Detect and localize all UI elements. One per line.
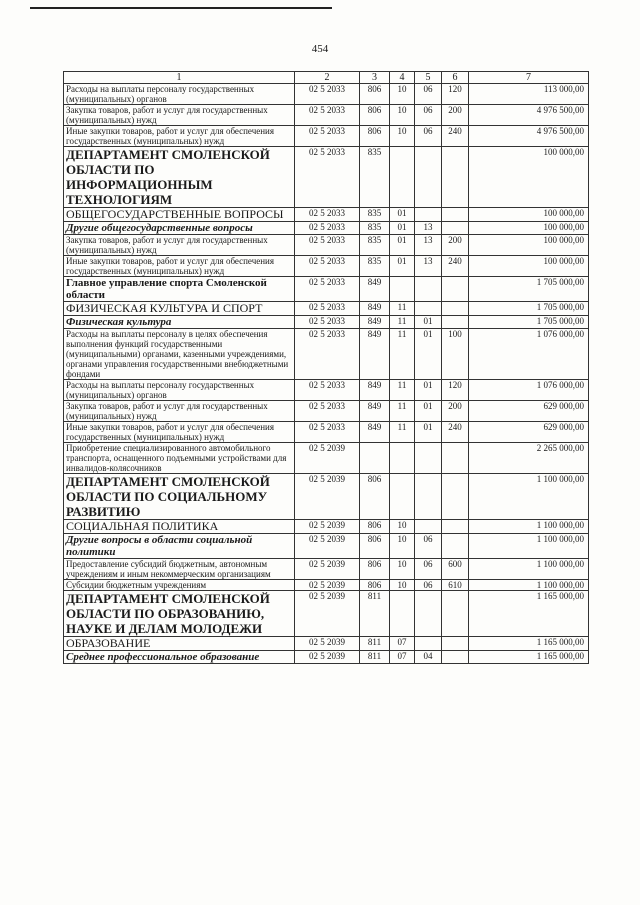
row-amount: 1 076 000,00	[469, 380, 589, 401]
row-name: Главное управление спорта Смоленской области	[64, 277, 295, 302]
row-amount: 1 100 000,00	[469, 520, 589, 534]
table-row	[64, 222, 589, 235]
row-amount: 629 000,00	[469, 401, 589, 422]
table-row	[64, 474, 589, 520]
row-code: 02 5 2039	[295, 443, 360, 474]
row-code: 02 5 2039	[295, 637, 360, 651]
row-col5: 13	[415, 256, 442, 277]
row-name: Расходы на выплаты персоналу государственных (муниципальных) органов	[64, 380, 295, 401]
row-col6	[442, 147, 469, 208]
row-col5	[415, 302, 442, 316]
row-code: 02 5 2033	[295, 256, 360, 277]
col-header-2: 2	[295, 72, 360, 84]
row-code: 02 5 2033	[295, 329, 360, 380]
row-code: 02 5 2033	[295, 316, 360, 329]
row-col4: 01	[390, 256, 415, 277]
row-col5	[415, 277, 442, 302]
table-row	[64, 651, 589, 664]
row-col6: 200	[442, 105, 469, 126]
row-col3: 806	[360, 105, 390, 126]
row-name: Закупка товаров, работ и услуг для государственных (муниципальных) нужд	[64, 401, 295, 422]
table-row	[64, 256, 589, 277]
row-code: 02 5 2039	[295, 591, 360, 637]
col-header-6: 6	[442, 72, 469, 84]
row-col3: 849	[360, 401, 390, 422]
row-col5: 06	[415, 559, 442, 580]
row-col5	[415, 520, 442, 534]
table-row	[64, 147, 589, 208]
row-col5	[415, 474, 442, 520]
row-col3: 835	[360, 235, 390, 256]
row-col4: 11	[390, 302, 415, 316]
row-code: 02 5 2033	[295, 208, 360, 222]
row-code: 02 5 2039	[295, 559, 360, 580]
row-col4: 11	[390, 422, 415, 443]
row-col5	[415, 208, 442, 222]
row-col3: 806	[360, 126, 390, 147]
row-col3: 811	[360, 651, 390, 664]
row-col3: 849	[360, 329, 390, 380]
table-row	[64, 105, 589, 126]
row-col6	[442, 302, 469, 316]
row-code: 02 5 2033	[295, 401, 360, 422]
row-col6	[442, 474, 469, 520]
row-col3: 849	[360, 302, 390, 316]
row-col3: 806	[360, 580, 390, 591]
table-row	[64, 208, 589, 222]
row-col4: 11	[390, 316, 415, 329]
row-col4	[390, 474, 415, 520]
row-col3: 811	[360, 591, 390, 637]
row-code: 02 5 2039	[295, 534, 360, 559]
row-col3: 835	[360, 208, 390, 222]
row-col6	[442, 277, 469, 302]
row-col5: 01	[415, 329, 442, 380]
row-name: ДЕПАРТАМЕНТ СМОЛЕНСКОЙ ОБЛАСТИ ПО ИНФОРМАЦИОННЫМ ТЕХНОЛОГИЯМ	[64, 147, 295, 208]
row-col6	[442, 651, 469, 664]
row-col3: 835	[360, 222, 390, 235]
row-code: 02 5 2033	[295, 126, 360, 147]
row-col6: 200	[442, 235, 469, 256]
row-col6: 240	[442, 422, 469, 443]
table-row	[64, 316, 589, 329]
row-col4	[390, 591, 415, 637]
row-name: ОБЩЕГОСУДАРСТВЕННЫЕ ВОПРОСЫ	[64, 208, 295, 222]
row-name: ДЕПАРТАМЕНТ СМОЛЕНСКОЙ ОБЛАСТИ ПО СОЦИАЛЬНОМУ РАЗВИТИЮ	[64, 474, 295, 520]
row-amount: 1 100 000,00	[469, 474, 589, 520]
row-col5: 06	[415, 84, 442, 105]
budget-table	[63, 71, 589, 664]
row-col4: 10	[390, 559, 415, 580]
row-name: Иные закупки товаров, работ и услуг для обеспечения государственных (муниципальных) нужд	[64, 256, 295, 277]
row-col4: 10	[390, 105, 415, 126]
row-col4: 01	[390, 208, 415, 222]
row-name: Закупка товаров, работ и услуг для государственных (муниципальных) нужд	[64, 105, 295, 126]
row-col5: 13	[415, 235, 442, 256]
row-col5	[415, 637, 442, 651]
table-row	[64, 520, 589, 534]
row-col3: 849	[360, 380, 390, 401]
table-row	[64, 302, 589, 316]
table-row	[64, 580, 589, 591]
row-name: СОЦИАЛЬНАЯ ПОЛИТИКА	[64, 520, 295, 534]
table-row	[64, 84, 589, 105]
row-col3	[360, 443, 390, 474]
row-amount: 1 076 000,00	[469, 329, 589, 380]
table-row	[64, 126, 589, 147]
row-amount: 629 000,00	[469, 422, 589, 443]
row-col5: 13	[415, 222, 442, 235]
row-col5: 04	[415, 651, 442, 664]
row-code: 02 5 2039	[295, 651, 360, 664]
row-col5: 01	[415, 422, 442, 443]
table-row	[64, 277, 589, 302]
row-col6	[442, 520, 469, 534]
row-col4: 10	[390, 126, 415, 147]
row-code: 02 5 2039	[295, 580, 360, 591]
row-amount: 1 100 000,00	[469, 559, 589, 580]
row-col3: 806	[360, 474, 390, 520]
table-row	[64, 591, 589, 637]
row-col6	[442, 591, 469, 637]
table-row	[64, 422, 589, 443]
row-col6	[442, 316, 469, 329]
row-col4: 01	[390, 222, 415, 235]
row-code: 02 5 2039	[295, 474, 360, 520]
row-amount: 1 705 000,00	[469, 277, 589, 302]
row-amount: 4 976 500,00	[469, 105, 589, 126]
row-code: 02 5 2033	[295, 302, 360, 316]
row-col4	[390, 277, 415, 302]
row-col6	[442, 637, 469, 651]
row-amount: 1 705 000,00	[469, 316, 589, 329]
row-amount: 100 000,00	[469, 208, 589, 222]
row-col6	[442, 443, 469, 474]
row-name: ДЕПАРТАМЕНТ СМОЛЕНСКОЙ ОБЛАСТИ ПО ОБРАЗОВАНИЮ, НАУКЕ И ДЕЛАМ МОЛОДЕЖИ	[64, 591, 295, 637]
table-row	[64, 235, 589, 256]
row-amount: 100 000,00	[469, 256, 589, 277]
table-row	[64, 637, 589, 651]
row-amount: 1 705 000,00	[469, 302, 589, 316]
table-row	[64, 401, 589, 422]
row-code: 02 5 2033	[295, 222, 360, 235]
row-col3: 849	[360, 316, 390, 329]
row-name: Расходы на выплаты персоналу в целях обеспечения выполнения функций государственными (муниципальными) органами, казенными учреждениями, органами управления государственными внебюджетными фондами	[64, 329, 295, 380]
row-amount: 100 000,00	[469, 222, 589, 235]
row-col5	[415, 147, 442, 208]
row-col3: 849	[360, 422, 390, 443]
row-amount: 113 000,00	[469, 84, 589, 105]
table-row	[64, 534, 589, 559]
page-number: 454	[311, 43, 329, 55]
row-code: 02 5 2033	[295, 235, 360, 256]
col-header-3: 3	[360, 72, 390, 84]
row-col3: 811	[360, 637, 390, 651]
row-col4: 10	[390, 534, 415, 559]
row-col4: 07	[390, 637, 415, 651]
row-amount: 100 000,00	[469, 235, 589, 256]
row-col4: 10	[390, 84, 415, 105]
row-col5	[415, 443, 442, 474]
row-name: Иные закупки товаров, работ и услуг для обеспечения государственных (муниципальных) нужд	[64, 126, 295, 147]
row-col3: 806	[360, 559, 390, 580]
row-col5: 01	[415, 401, 442, 422]
row-name: ОБРАЗОВАНИЕ	[64, 637, 295, 651]
header-row	[64, 72, 589, 84]
row-col4: 07	[390, 651, 415, 664]
row-col6: 600	[442, 559, 469, 580]
row-col3: 849	[360, 277, 390, 302]
row-col5	[415, 591, 442, 637]
table-row	[64, 329, 589, 380]
row-col4: 11	[390, 401, 415, 422]
row-col5: 06	[415, 126, 442, 147]
row-name: Закупка товаров, работ и услуг для государственных (муниципальных) нужд	[64, 235, 295, 256]
row-name: Другие общегосударственные вопросы	[64, 222, 295, 235]
row-col3: 806	[360, 84, 390, 105]
table-row	[64, 443, 589, 474]
row-name: Субсидии бюджетным учреждениям	[64, 580, 295, 591]
row-code: 02 5 2033	[295, 277, 360, 302]
row-col5: 06	[415, 105, 442, 126]
col-header-7: 7	[469, 72, 589, 84]
table-row	[64, 380, 589, 401]
row-col3: 806	[360, 520, 390, 534]
row-amount: 100 000,00	[469, 147, 589, 208]
row-col5: 01	[415, 316, 442, 329]
col-header-5: 5	[415, 72, 442, 84]
row-col6	[442, 208, 469, 222]
table-body	[64, 84, 589, 664]
row-name: Среднее профессиональное образование	[64, 651, 295, 664]
row-col4	[390, 147, 415, 208]
row-code: 02 5 2033	[295, 105, 360, 126]
row-col4	[390, 443, 415, 474]
row-name: Физическая культура	[64, 316, 295, 329]
row-name: Предоставление субсидий бюджетным, автономным учреждениям и иным некоммерческим организациям	[64, 559, 295, 580]
row-col6: 120	[442, 380, 469, 401]
row-col5: 06	[415, 534, 442, 559]
row-name: Расходы на выплаты персоналу государственных (муниципальных) органов	[64, 84, 295, 105]
row-code: 02 5 2033	[295, 84, 360, 105]
row-col4: 11	[390, 380, 415, 401]
row-col6: 100	[442, 329, 469, 380]
row-name: ФИЗИЧЕСКАЯ КУЛЬТУРА И СПОРТ	[64, 302, 295, 316]
top-rule	[30, 7, 332, 9]
row-col6: 120	[442, 84, 469, 105]
row-col6	[442, 222, 469, 235]
row-name: Иные закупки товаров, работ и услуг для обеспечения государственных (муниципальных) нужд	[64, 422, 295, 443]
col-header-1: 1	[64, 72, 295, 84]
row-amount: 1 100 000,00	[469, 534, 589, 559]
row-col3: 835	[360, 147, 390, 208]
row-col6: 200	[442, 401, 469, 422]
row-col6: 240	[442, 126, 469, 147]
row-col4: 10	[390, 580, 415, 591]
row-name: Другие вопросы в области социальной политики	[64, 534, 295, 559]
row-code: 02 5 2033	[295, 380, 360, 401]
row-col5: 06	[415, 580, 442, 591]
row-col4: 11	[390, 329, 415, 380]
col-header-4: 4	[390, 72, 415, 84]
row-amount: 1 100 000,00	[469, 580, 589, 591]
row-col6: 240	[442, 256, 469, 277]
table-row	[64, 559, 589, 580]
row-amount: 4 976 500,00	[469, 126, 589, 147]
row-code: 02 5 2039	[295, 520, 360, 534]
row-code: 02 5 2033	[295, 422, 360, 443]
row-amount: 2 265 000,00	[469, 443, 589, 474]
row-col6: 610	[442, 580, 469, 591]
row-amount: 1 165 000,00	[469, 651, 589, 664]
row-amount: 1 165 000,00	[469, 637, 589, 651]
row-col6	[442, 534, 469, 559]
row-col4: 01	[390, 235, 415, 256]
row-col3: 806	[360, 534, 390, 559]
row-col5: 01	[415, 380, 442, 401]
row-amount: 1 165 000,00	[469, 591, 589, 637]
row-col4: 10	[390, 520, 415, 534]
row-code: 02 5 2033	[295, 147, 360, 208]
row-col3: 835	[360, 256, 390, 277]
row-name: Приобретение специализированного автомобильного транспорта, оснащенного подъемными устройствами для инвалидов-колясочников	[64, 443, 295, 474]
